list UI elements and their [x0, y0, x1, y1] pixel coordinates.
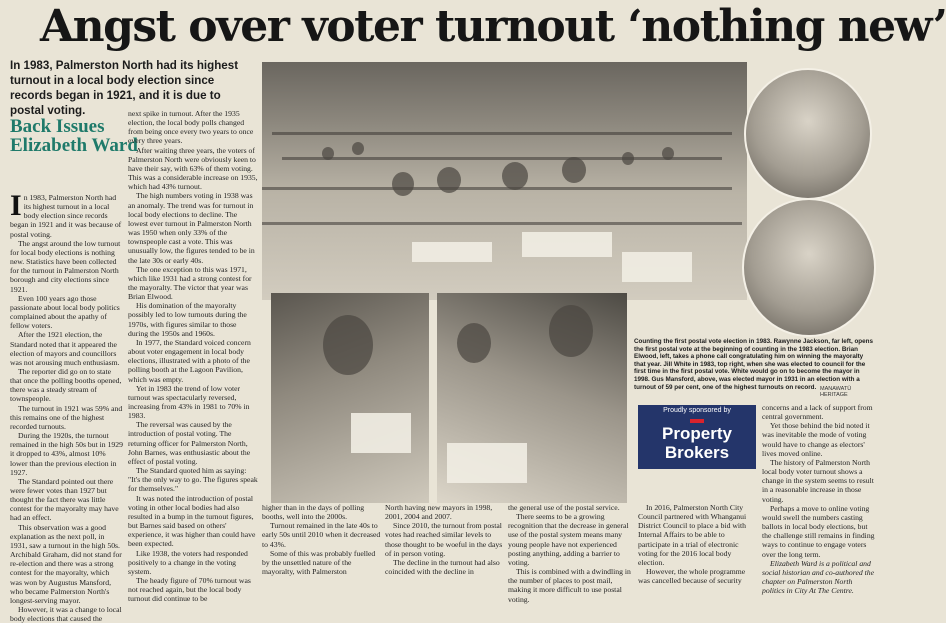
paragraph: Yet those behind the bid noted it was inevitable the mode of voting would have to change as electors' lives moved online. — [762, 421, 870, 458]
paragraph: The decline in the turnout had also coincided with the decline in — [385, 557, 500, 577]
paragraph: His domination of the mayoralty possibly led to low turnouts during the 1970s, with figures similar to those during the 1950s and 1960s. — [128, 301, 247, 338]
paragraph: After waiting three years, the voters of Palmerston North were obviously keen to have their say, with 63% of them voting. This was a considerable increase on 1935, which had 43% turnout. — [128, 145, 258, 192]
sponsor-brand: Property Brokers — [662, 424, 732, 462]
gus-mansford-portrait — [742, 198, 876, 337]
paragraph: Yet in 1983 the trend of low voter turnout was spectacularly reversed, increasing from 43% in 1981 to 70% in 1983. — [128, 383, 250, 421]
article-column-1 — [10, 189, 123, 623]
paragraph: the general use of the postal service. — [508, 503, 620, 512]
photo-caption: Counting the first postal vote election in 1983. Rawynne Jackson, far left, opens the first postal vote at the beginning of counting in the 1983 election. Brian Elwood, left, takes a phone call congratulating him on winning the mayoralty that year. Jill White in 1983, top right, when she was elected to council for the first time in the first postal vote. White would go on to become the mayor in 1998. Gus Mansford, above, was elected mayor in 1931 in an election with a turnout of 59 per cent, one of the highest turnouts on record. — [634, 338, 873, 391]
mayor-phone-call-photo — [437, 293, 627, 503]
paragraph: Like 1938, the voters had responded positively to a change in the voting system. — [128, 548, 248, 576]
author-note: Elizabeth Ward is a political and social historian and co-authored the chapter on Palmerston North politics in City At The Centre. — [762, 558, 875, 596]
paragraph: It was noted the introduction of postal voting in other local bodies had also resulted in a bump in the turnout figures, but Barnes said based on others' experience, it was higher than could have been expected. — [128, 493, 256, 549]
paragraph: There seems to be a growing recognition that the decrease in general use of the postal system means many young people have not experienced posting anything, adding a barrier to voting. — [508, 512, 629, 567]
article-column-6 — [638, 503, 756, 586]
paragraph: The high numbers voting in 1938 was an anomaly. The trend was for turnout in local body elections to decline. The lowest ever turnout in Palmerston North was 1950 when only 33% of the townspeople cast a vote. This was unusually low, the figures tended to be in the late 30s or early 40s. — [128, 191, 255, 265]
logo-accent — [690, 419, 704, 423]
paragraph: The turnout in 1921 was 59% and this remains one of the highest recorded turnouts. — [10, 403, 123, 431]
article-column-4 — [385, 503, 505, 579]
paragraph: During the 1920s, the turnout remained in the high 50s but in 1929 it dropped to 43%, almost 10% lower than the previous election in 1927. — [10, 431, 123, 477]
paragraph: The one exception to this was 1971, which like 1931 had a strong contest for the mayoralty. The victor that year was Brian Elwood. — [128, 264, 252, 302]
paragraph: However, it was a change to local body elections that caused the — [10, 605, 122, 623]
paragraph: Even 100 years ago those passionate about local body politics complained about the apathy of fellow voters. — [10, 293, 120, 331]
author-byline: Elizabeth Ward — [10, 135, 138, 156]
paragraph: The angst around the low turnout for local body elections is nothing new. Statistics have been collected for the turnout in Palmerston North borough and city elections since 1921. — [10, 238, 121, 294]
paragraph: Some of this was probably fuelled by the unsettled nature of the mayoralty, with Palmerston — [262, 548, 376, 577]
photo-credit: MANAWATŪ HERITAGE — [820, 386, 852, 398]
article-column-7 — [762, 403, 875, 596]
paragraph: This is combined with a dwindling in the number of places to post mail, making it more difficult to use postal voting. — [508, 567, 631, 604]
headline: Angst over voter turnout ‘nothing new’ — [40, 1, 946, 52]
article-column-2 — [128, 109, 258, 604]
sponsor-label: Proudly sponsored by — [638, 405, 756, 417]
article-column-3 — [262, 503, 382, 579]
jill-white-portrait — [744, 68, 872, 200]
paragraph: Since 2010, the turnout from postal votes had reached similar levels to those thought to be woeful in the days of in person voting. — [385, 521, 503, 558]
paragraph: In 1977, the Standard voiced concern about voter engagement in local body elections, illustrated with a photo of the polling booth at the Lagoon Pavilion, which was empty. — [128, 337, 251, 384]
paragraph: n 1983, Palmerston North had its highest turnout in a local body election since records began in 1921 and it was because of postal voting. — [10, 193, 122, 239]
woman-opening-votes-photo — [271, 293, 429, 503]
paragraph: next spike in turnout. After the 1935 election, the local body polls changed from being once every two years to once every three years. — [128, 109, 254, 146]
paragraph: The reversal was caused by the introduction of postal voting. The returning officer for Palmerston North, John Barnes, was enthusiastic about the effect of postal voting. — [128, 420, 251, 466]
paragraph: In 2016, Palmerston North City Council partnered with Whanganui District Council to place a bid with Internal Affairs to be able to participate in a trial of electronic voting for the 2016 local body election. — [638, 503, 747, 567]
paragraph: concerns and a lack of support from central government. — [762, 403, 873, 422]
drop-cap: I — [10, 189, 22, 222]
paragraph: After the 1921 election, the Standard noted that it appeared the election of mayors and councillors was not arousing much enthusiasm. — [10, 330, 120, 367]
paragraph: The Standard pointed out there were fewer votes than 1927 but thought the fact there was little contest for the mayoralty may have had an effect. — [10, 476, 119, 523]
paragraph: The Standard quoted him as saying: "It's the only way to go. The figures speak for themselves." — [128, 466, 258, 494]
paragraph: The reporter did go on to state that once the polling booths opened, there was a steady stream of townspeople. — [10, 366, 122, 404]
paragraph: The heady figure of 70% turnout was not reached again, but the local body turnout did continue to be — [128, 575, 251, 604]
article-column-5 — [508, 503, 634, 604]
sponsor-logo — [638, 417, 756, 469]
paragraph: Turnout remained in the late 40s to early 50s until 2010 when it decreased to 43%. — [262, 521, 381, 549]
standfirst: In 1983, Palmerston North had its highest turnout in a local body election since records began in 1921, and it is due to postal voting. — [10, 59, 239, 117]
paragraph: However, the whole programme was cancelled because of security — [638, 567, 746, 586]
paragraph: North having new mayors in 1998, 2001, 2004 and 2007. — [385, 503, 493, 522]
section-label: Back Issues — [10, 116, 105, 137]
paragraph: higher than in the days of polling booths, well into the 2000s. — [262, 503, 365, 522]
paragraph: This observation was a good explanation as the next poll, in 1931, saw a turnout in the high 50s. Archibald Graham, did not stand for re-election and there was a strong contest for the mayoralty, which was won by Augustus Mansford, who became Palmerston North's longest-serving mayor. — [10, 522, 122, 605]
counting-room-photo — [262, 62, 747, 300]
paragraph: Perhaps a move to online voting would swell the numbers casting ballots in local body elections, but the challenge still remains in finding ways to continue to engage voters over the long term. — [762, 503, 875, 559]
paragraph: The history of Palmerston North local body voter turnout shows a change in the system seems to result in a reasonable increase in those voting. — [762, 457, 874, 504]
